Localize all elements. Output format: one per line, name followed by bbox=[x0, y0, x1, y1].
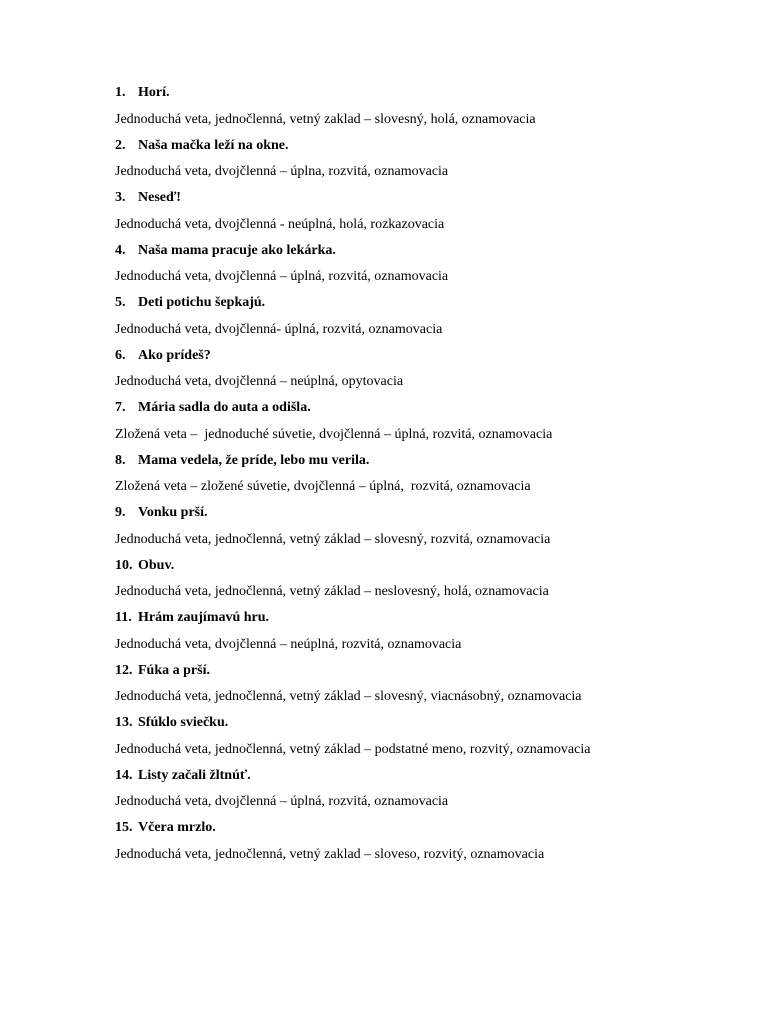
sentence-analysis: Jednoduchá veta, dvojčlenná – úplná, rozvitá, oznamovacia bbox=[115, 269, 449, 284]
sentence-text: Mária sadla do auta a odišla. bbox=[138, 400, 311, 415]
list-item bbox=[115, 347, 715, 392]
sentence-heading bbox=[115, 189, 715, 207]
sentence-heading bbox=[115, 452, 715, 470]
list-item bbox=[115, 137, 715, 182]
item-number: 1. bbox=[115, 85, 126, 100]
item-number: 6. bbox=[115, 347, 126, 363]
sentence-text: Neseď! bbox=[138, 190, 181, 205]
item-number: 12. bbox=[115, 662, 133, 678]
list-item bbox=[115, 714, 715, 759]
sentence-text: Naša mama pracuje ako lekárka. bbox=[138, 242, 336, 258]
list-item bbox=[115, 294, 715, 339]
sentence-heading bbox=[115, 767, 715, 785]
list-item bbox=[115, 557, 715, 602]
item-number: 15. bbox=[115, 820, 133, 835]
sentence-analysis: Jednoduchá veta, jednočlenná, vetný základ – neslovesný, holá, oznamovacia bbox=[115, 584, 549, 599]
sentence-text: Sfúklo sviečku. bbox=[138, 715, 229, 730]
sentence-heading bbox=[115, 294, 715, 312]
sentence-analysis: Jednoduchá veta, jednočlenná, vetný základ – podstatné meno, rozvitý, oznamovacia bbox=[115, 741, 591, 757]
sentence-heading bbox=[115, 557, 715, 575]
sentence-heading bbox=[115, 819, 715, 837]
list-item bbox=[115, 84, 715, 129]
sentence-analysis: Jednoduchá veta, dvojčlenná - neúplná, holá, rozkazovacia bbox=[115, 216, 445, 232]
sentence-heading bbox=[115, 714, 715, 732]
sentence-analysis: Jednoduchá veta, dvojčlenná – neúplná, rozvitá, oznamovacia bbox=[115, 636, 462, 652]
list-item bbox=[115, 452, 715, 497]
sentence-text: Mama vedela, že príde, lebo mu verila. bbox=[138, 452, 370, 468]
sentence-text: Naša mačka leží na okne. bbox=[138, 137, 289, 153]
list-item bbox=[115, 662, 715, 707]
sentence-text: Listy začali žltnúť. bbox=[138, 767, 251, 783]
item-number: 10. bbox=[115, 557, 133, 573]
sentence-heading bbox=[115, 399, 715, 417]
list-item bbox=[115, 767, 715, 812]
item-number: 4. bbox=[115, 242, 126, 258]
sentence-heading bbox=[115, 347, 715, 365]
sentence-text: Ako prídeš? bbox=[138, 347, 211, 363]
sentence-analysis: Jednoduchá veta, dvojčlenná- úplná, rozvitá, oznamovacia bbox=[115, 321, 443, 337]
list-item bbox=[115, 504, 715, 549]
item-number: 11. bbox=[115, 610, 132, 625]
sentence-text: Obuv. bbox=[138, 557, 175, 573]
item-number: 14. bbox=[115, 767, 133, 783]
list-item bbox=[115, 399, 715, 444]
list-item bbox=[115, 609, 715, 654]
sentence-heading bbox=[115, 504, 715, 522]
sentence-text: Hrám zaujímavú hru. bbox=[138, 610, 270, 625]
sentence-heading bbox=[115, 609, 715, 627]
sentence-analysis: Jednoduchá veta, jednočlenná, vetný základ – slovesný, viacnásobný, oznamovacia bbox=[115, 689, 582, 704]
sentence-text: Deti potichu šepkajú. bbox=[138, 295, 266, 310]
item-number: 13. bbox=[115, 715, 133, 730]
sentence-text: Fúka a prší. bbox=[138, 662, 210, 678]
sentence-heading bbox=[115, 84, 715, 102]
item-number: 7. bbox=[115, 400, 126, 415]
item-number: 3. bbox=[115, 190, 126, 205]
item-number: 9. bbox=[115, 505, 126, 520]
sentence-analysis: Jednoduchá veta, dvojčlenná – úplna, rozvitá, oznamovacia bbox=[115, 164, 449, 179]
sentence-analysis: Jednoduchá veta, jednočlenná, vetný zaklad – sloveso, rozvitý, oznamovacia bbox=[115, 846, 545, 862]
sentence-analysis: Jednoduchá veta, dvojčlenná – úplná, rozvitá, oznamovacia bbox=[115, 794, 449, 809]
item-number: 5. bbox=[115, 295, 126, 310]
sentence-heading bbox=[115, 137, 715, 155]
sentence-analysis: Zložená veta – zložené súvetie, dvojčlenná – úplná, rozvitá, oznamovacia bbox=[115, 479, 531, 494]
sentence-analysis: Jednoduchá veta, jednočlenná, vetný zaklad – slovesný, holá, oznamovacia bbox=[115, 111, 536, 127]
item-number: 2. bbox=[115, 137, 126, 153]
item-number: 8. bbox=[115, 452, 126, 468]
sentence-text: Horí. bbox=[138, 85, 170, 100]
list-item bbox=[115, 242, 715, 287]
list-item bbox=[115, 819, 715, 864]
sentence-heading bbox=[115, 242, 715, 260]
sentence-text: Včera mrzlo. bbox=[138, 820, 216, 835]
sentence-list bbox=[115, 84, 715, 872]
list-item bbox=[115, 189, 715, 234]
sentence-text: Vonku prší. bbox=[138, 505, 208, 520]
sentence-heading bbox=[115, 662, 715, 680]
sentence-analysis: Jednoduchá veta, dvojčlenná – neúplná, opytovacia bbox=[115, 374, 404, 389]
sentence-analysis: Jednoduchá veta, jednočlenná, vetný základ – slovesný, rozvitá, oznamovacia bbox=[115, 531, 551, 547]
sentence-analysis: Zložená veta – jednoduché súvetie, dvojčlenná – úplná, rozvitá, oznamovacia bbox=[115, 426, 553, 442]
